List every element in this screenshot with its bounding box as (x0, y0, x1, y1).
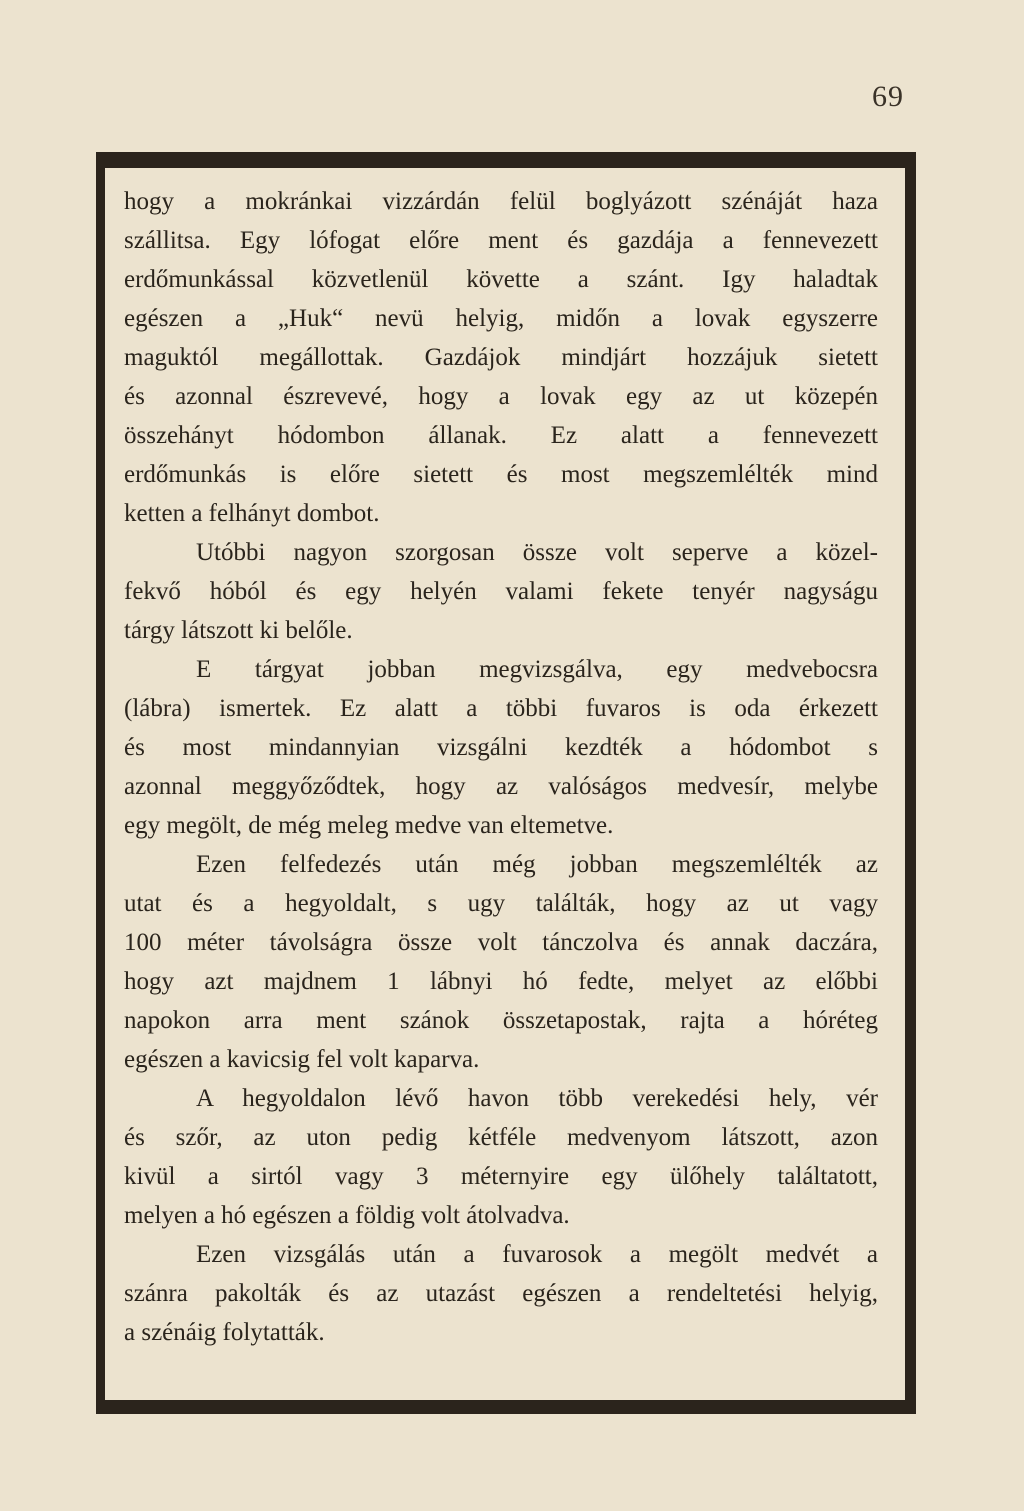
text-line: (lábra) ismertek. Ez alatt a többi fuvaros is oda érkezett (124, 695, 878, 722)
text-line: hogy a mokránkai vizzárdán felül boglyázott szénáját haza (124, 188, 878, 215)
text-line: egy megölt, de még meleg medve van eltemetve. (124, 812, 614, 839)
page-number: 69 (872, 80, 904, 113)
text-line: hogy azt majdnem 1 lábnyi hó fedte, melyet az előbbi (124, 968, 878, 995)
text-line: A hegyoldalon lévő havon több verekedési hely, vér (196, 1085, 878, 1112)
text-line: E tárgyat jobban megvizsgálva, egy medvebocsra (196, 656, 878, 683)
text-line: és most mindannyian vizsgálni kezdték a hódombot s (124, 734, 878, 761)
text-line: és szőr, az uton pedig kétféle medvenyom látszott, azon (124, 1124, 878, 1151)
text-line: erdőmunkás is előre sietett és most megszemlélték mind (124, 461, 878, 488)
text-line: Ezen vizsgálás után a fuvarosok a megölt medvét a (196, 1241, 878, 1268)
text-line: tárgy látszott ki belőle. (124, 617, 353, 644)
text-line: fekvő hóból és egy helyén valami fekete tenyér nagyságu (124, 578, 878, 605)
text-line: Ezen felfedezés után még jobban megszemlélték az (196, 851, 878, 878)
text-line: és azonnal észrevevé, hogy a lovak egy az ut közepén (124, 383, 878, 410)
text-line: összehányt hódombon állanak. Ez alatt a fennevezett (124, 422, 878, 449)
text-line: Utóbbi nagyon szorgosan össze volt seperve a közel- (196, 539, 878, 566)
text-line: erdőmunkással közvetlenül követte a szánt. Igy haladtak (124, 266, 878, 293)
text-line: maguktól megállottak. Gazdájok mindjárt hozzájuk sietett (124, 344, 878, 371)
text-line: egészen a „Huk“ nevü helyig, midőn a lovak egyszerre (124, 305, 878, 332)
text-line: kivül a sirtól vagy 3 méternyire egy ülőhely találtatott, (124, 1163, 878, 1190)
text-line: ketten a felhányt dombot. (124, 500, 380, 527)
text-line: melyen a hó egészen a földig volt átolvadva. (124, 1202, 570, 1229)
text-line: utat és a hegyoldalt, s ugy találták, hogy az ut vagy (124, 890, 878, 917)
text-line: szállitsa. Egy lófogat előre ment és gazdája a fennevezett (124, 227, 878, 254)
text-line: 100 méter távolságra össze volt tánczolva és annak daczára, (124, 929, 878, 956)
text-line: azonnal meggyőződtek, hogy az valóságos medvesír, melybe (124, 773, 878, 800)
text-line: a szénáig folytatták. (124, 1319, 325, 1346)
text-line: napokon arra ment szánok összetapostak, rajta a hóréteg (124, 1007, 878, 1034)
text-line: egészen a kavicsig fel volt kaparva. (124, 1046, 480, 1073)
body-text (124, 182, 878, 1352)
text-line: szánra pakolták és az utazást egészen a rendeltetési helyig, (124, 1280, 878, 1307)
